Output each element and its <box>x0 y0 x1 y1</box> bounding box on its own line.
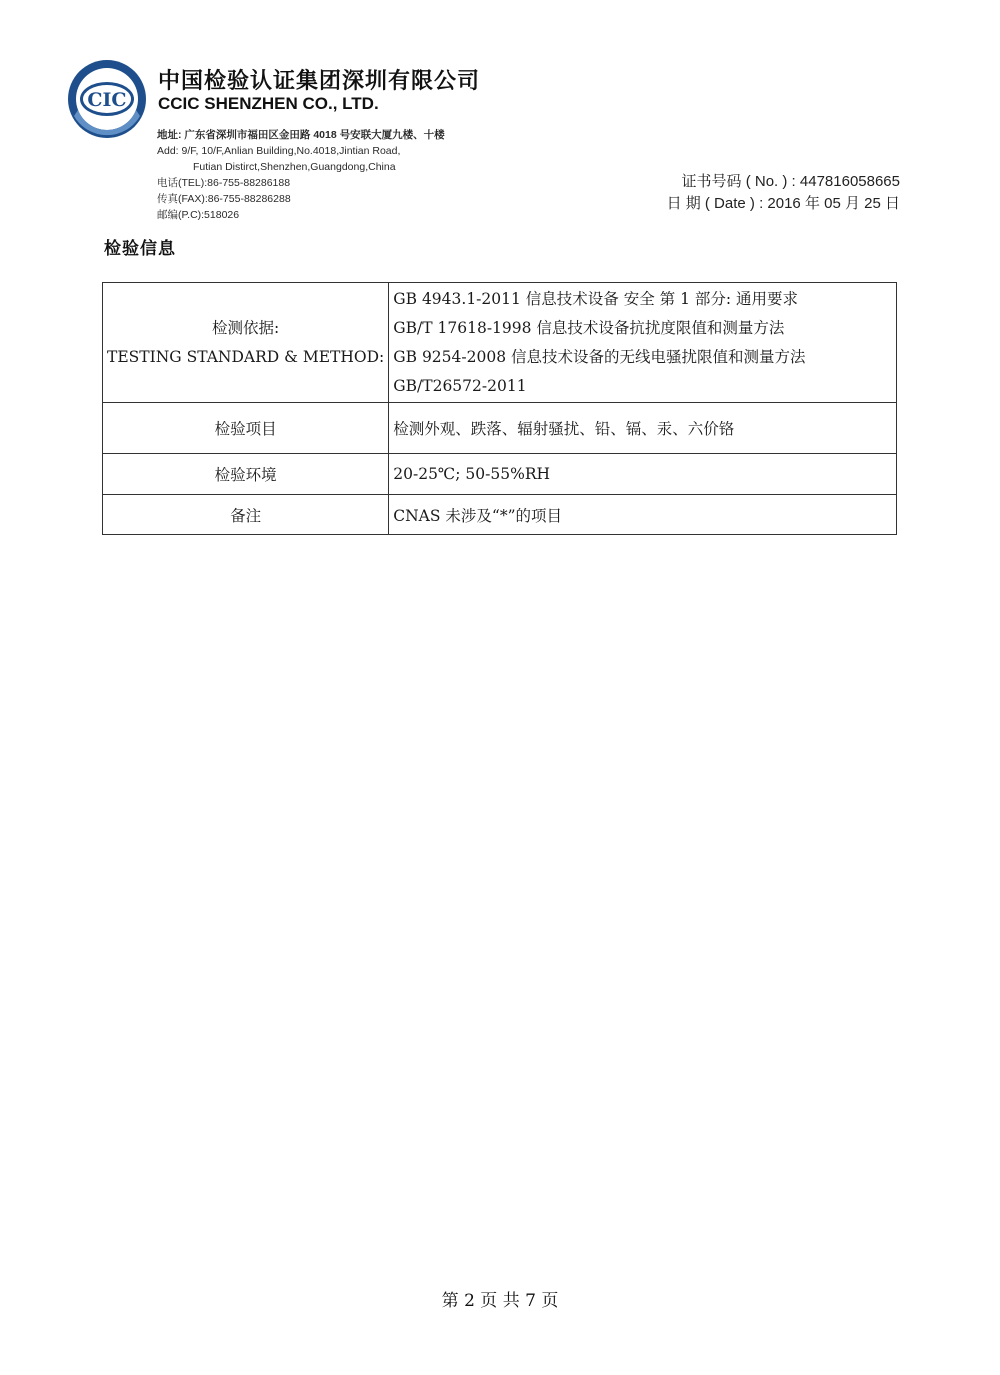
label-line: 检测依据: <box>212 318 280 337</box>
label-line: TESTING STANDARD & METHOD: <box>107 347 385 366</box>
remarks-label: 备注 <box>103 495 389 535</box>
telephone: 电话(TEL):86-755-88286188 <box>157 177 291 189</box>
inspection-items-label: 检验项目 <box>103 403 389 454</box>
certificate-number: 证书号码 ( No. ) : 447816058665 <box>681 173 900 190</box>
address-en-line-1: Add: 9/F, 10/F,Anlian Building,No.4018,Jintian Road, <box>157 145 401 157</box>
company-name-cn: 中国检验认证集团深圳有限公司 <box>158 69 481 94</box>
table-row <box>103 495 897 535</box>
fax: 传真(FAX):86-755-88286288 <box>157 193 291 205</box>
inspection-environment-value: 20-25℃; 50-55%RH <box>389 454 897 495</box>
testing-standard-value <box>389 283 897 403</box>
logo-text: CIC <box>87 89 127 111</box>
inspection-environment-label: 检验环境 <box>103 454 389 495</box>
postcode: 邮编(P.C):518026 <box>157 209 240 221</box>
table-row <box>103 283 897 403</box>
certificate-date: 日 期 ( Date ) : 2016 年 05 月 25 日 <box>666 195 900 212</box>
certificate-meta <box>667 171 900 215</box>
ccic-logo-icon <box>66 58 148 140</box>
company-logo <box>66 58 148 140</box>
address-en-line-2: Futian Distirct,Shenzhen,Guangdong,China <box>193 161 396 173</box>
contact-info <box>157 127 445 223</box>
testing-standard-label <box>103 283 389 403</box>
standard-line: GB/T 17618-1998 信息技术设备抗扰度限值和测量方法 <box>393 318 785 337</box>
table-row <box>103 403 897 454</box>
remarks-value: CNAS 未涉及“*”的项目 <box>389 495 897 535</box>
table-row <box>103 454 897 495</box>
standard-line: GB 9254-2008 信息技术设备的无线电骚扰限值和测量方法 <box>393 347 806 366</box>
standard-line: GB 4943.1-2011 信息技术设备 安全 第 1 部分: 通用要求 <box>393 289 799 308</box>
standard-line: GB/T26572-2011 <box>393 376 527 395</box>
inspection-items-value: 检测外观、跌落、辐射骚扰、铅、镉、汞、六价铬 <box>389 403 897 454</box>
address-cn: 地址: 广东省深圳市福田区金田路 4018 号安联大厦九楼、十楼 <box>157 129 445 141</box>
page-number: 第 2 页 共 7 页 <box>441 1291 559 1311</box>
section-title: 检验信息 <box>104 239 176 259</box>
company-name-en: CCIC SHENZHEN CO., LTD. <box>158 94 379 113</box>
inspection-info-table <box>102 282 897 535</box>
